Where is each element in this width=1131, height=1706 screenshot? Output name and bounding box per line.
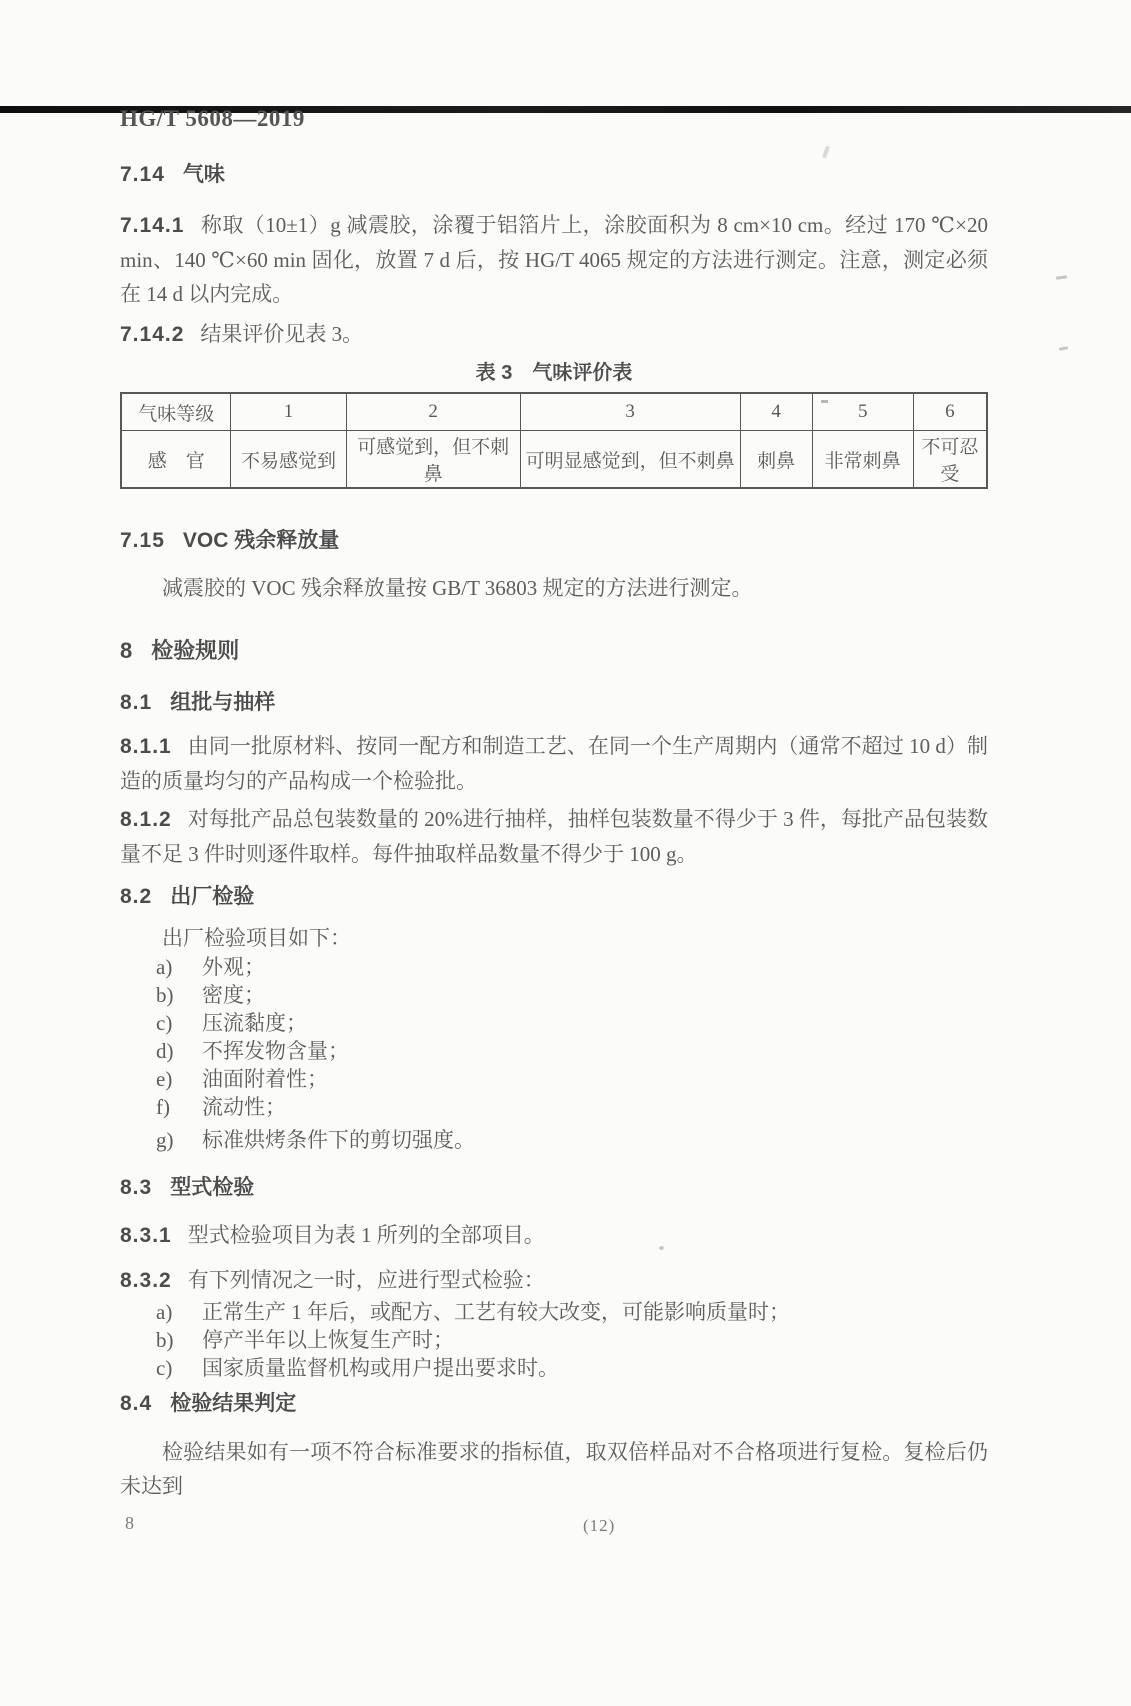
factory-inspection-list [120,953,988,1154]
heading-title: 检验规则 [151,638,240,663]
paragraph-8-1-2 [120,802,988,871]
clause-number: 8.1.2 [120,808,172,831]
standard-number-header: HG/T 5608—2019 [120,106,305,131]
paragraph-8-4: 检验结果如有一项不符合标准要求的指标值，取双倍样品对不合格项进行复检。复检后仍未达到 [120,1440,988,1498]
heading-title: 型式检验 [170,1176,255,1199]
paragraph-8-1-1 [120,729,988,798]
table-cell: 3 [520,393,740,431]
scan-artifact [821,400,828,403]
clause-number: 7.14.1 [120,214,185,237]
list-item: b) 密度； [156,983,265,1007]
list-item: g) 标准烘烤条件下的剪切强度。 [156,1128,475,1152]
table-cell: 4 [740,393,812,431]
clause-text: 由同一批原材料、按同一配方和制造工艺、在同一个生产周期内（通常不超过 10 d）制造的质量均匀的产品构成一个检验批。 [120,734,988,793]
table-cell: 可明显感觉到，但不刺鼻 [520,431,740,489]
heading-7-14 [120,161,988,189]
paragraph-8-3-1 [120,1218,988,1253]
table-3-caption: 表 3 气味评价表 [475,362,633,384]
paragraph-8-3-2 [120,1263,988,1298]
clause-text: 称取（10±1）g 减震胶，涂覆于铝箔片上，涂胶面积为 8 cm×10 cm。经过 170 ℃×20 min、140 ℃×60 min 固化，放置 7 d 后，按 HG/T 4065 规定的方法进行测定。注意，测定必须在 14 d 以内完成。 [120,213,988,306]
paragraph-7-15: 减震胶的 VOC 残余释放量按 GB/T 36803 规定的方法进行测定。 [162,576,753,600]
table-cell: 非常刺鼻 [812,431,913,489]
list-item: a) 正常生产 1 年后，或配方、工艺有较大改变，可能影响质量时； [156,1300,790,1324]
heading-number: 7.14 [120,163,165,186]
heading-8-1 [120,689,988,717]
list-item: d) 不挥发物含量； [156,1039,349,1063]
heading-number: 8.3 [120,1176,153,1199]
paragraph-8-2-intro: 出厂检验项目如下： [162,926,351,950]
clause-text: 结果评价见表 3。 [200,322,364,346]
clause-number: 7.14.2 [120,323,185,346]
heading-title: 气味 [182,163,225,186]
list-item: c) 压流黏度； [156,1011,307,1035]
table-cell: 6 [913,393,987,431]
heading-number: 8 [120,638,134,663]
clause-text: 对每批产品总包装数量的 20%进行抽样，抽样包装数量不得少于 3 件，每批产品包装数量不足 3 件时则逐件取样。每件抽取样品数量不得少于 100 g。 [120,807,988,866]
list-item: b) 停产半年以上恢复生产时； [156,1328,454,1352]
table-cell: 感 官 [121,431,231,489]
table-cell: 5 [812,393,913,431]
table-cell: 不易感觉到 [231,431,346,489]
table-cell: 不可忍受 [913,431,987,489]
list-item: f) 流动性； [156,1095,286,1119]
clause-text: 有下列情况之一时，应进行型式检验： [187,1268,545,1292]
list-item: c) 国家质量监督机构或用户提出要求时。 [156,1356,559,1380]
clause-text: 型式检验项目为表 1 所列的全部项目。 [187,1223,545,1247]
table-cell: 1 [231,393,346,431]
heading-8-2 [120,883,988,911]
clause-number: 8.3.1 [120,1224,172,1247]
document-page [0,106,1131,1539]
table-cell: 2 [346,393,520,431]
heading-number: 8.4 [120,1392,153,1415]
table-cell: 可感觉到，但不刺鼻 [346,431,520,489]
clause-number: 8.1.1 [120,735,172,758]
type-inspection-list [120,1298,988,1382]
table-cell: 气味等级 [121,393,231,431]
heading-title: 检验结果判定 [170,1392,297,1415]
footer-center-number: (12) [583,1516,616,1535]
list-item: a) 外观； [156,955,265,979]
heading-number: 8.1 [120,691,153,714]
heading-number: 7.15 [120,529,165,552]
heading-8 [120,637,988,665]
heading-8-4 [120,1390,988,1418]
paragraph-7-14-2 [120,317,988,352]
odor-rating-table [120,392,988,489]
page-number: 8 [125,1513,134,1533]
heading-7-15 [120,527,988,555]
paragraph-7-14-1 [120,208,988,311]
heading-title: 出厂检验 [170,885,255,908]
heading-number: 8.2 [120,885,153,908]
heading-title: VOC 残余释放量 [182,529,340,552]
heading-title: 组批与抽样 [170,691,276,714]
clause-number: 8.3.2 [120,1269,172,1292]
page-footer [120,1513,988,1539]
table-cell: 刺鼻 [740,431,812,489]
table-row [121,431,987,489]
table-row [121,393,987,431]
list-item: e) 油面附着性； [156,1067,328,1091]
heading-8-3 [120,1174,988,1202]
